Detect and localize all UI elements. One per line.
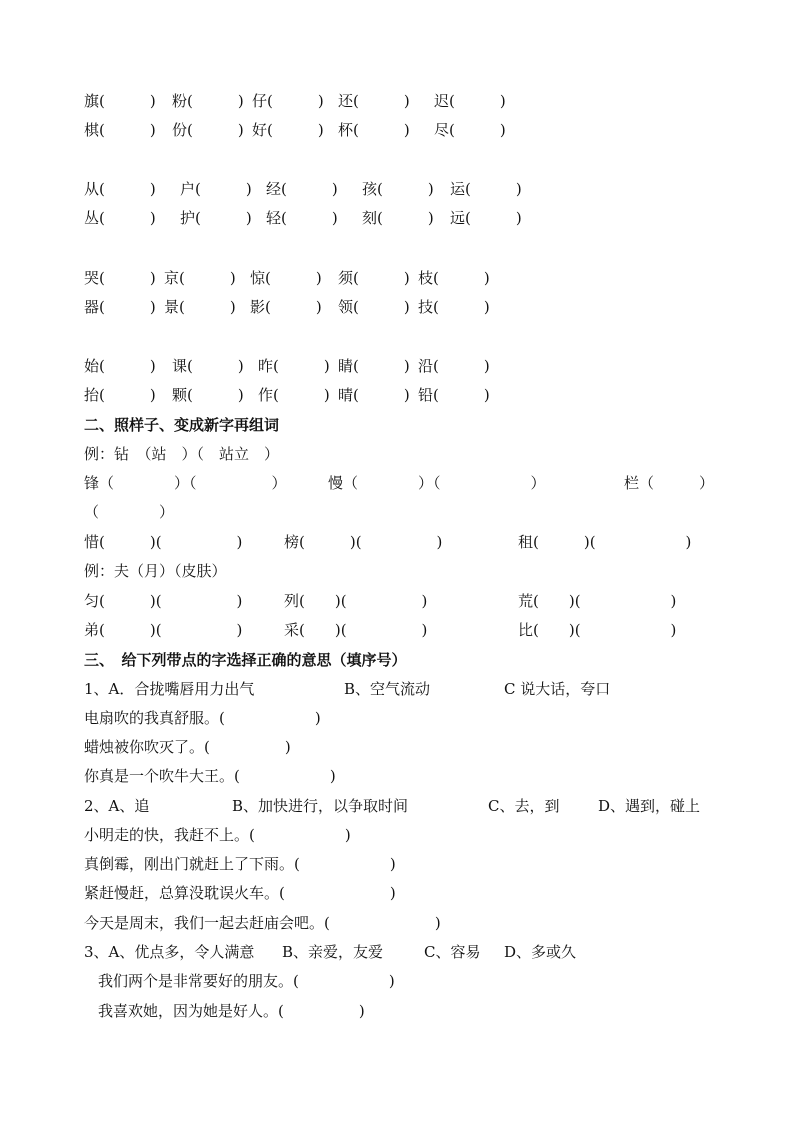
section-title: 二、照样子、变成新字再组词	[84, 416, 280, 434]
char-blank[interactable]: 尽( )	[434, 121, 506, 139]
char-blank[interactable]: 刻( )	[362, 209, 434, 227]
option-text: D、遇到，碰上	[598, 797, 701, 815]
char-blank[interactable]: 颗( )	[172, 386, 244, 404]
option-text: C 说大话，夸口	[504, 680, 611, 698]
sentence-blank[interactable]: 紧赶慢赶，总算没耽误火车。( )	[84, 884, 396, 902]
option-text: C、容易	[424, 943, 481, 961]
exercise-blank[interactable]: 慢（ ）（ ）	[328, 474, 546, 492]
char-blank[interactable]: 沿( )	[418, 357, 490, 375]
char-blank[interactable]: 领( )	[338, 298, 410, 316]
char-blank[interactable]: 京( )	[164, 269, 236, 287]
exercise-blank[interactable]: 比( )( )	[518, 621, 677, 639]
char-blank[interactable]: 哭( )	[84, 269, 156, 287]
option-text: 1、A．合拢嘴唇用力出气	[84, 680, 255, 698]
section-title: 三、 给下列带点的字选择正确的意思（填序号）	[84, 651, 407, 669]
char-blank[interactable]: 远( )	[450, 209, 522, 227]
exercise-blank[interactable]: 锋（ ）（ ）	[84, 474, 287, 492]
char-blank[interactable]: 孩( )	[362, 180, 434, 198]
char-blank[interactable]: 景( )	[164, 298, 236, 316]
sentence-blank[interactable]: 蜡烛被你吹灭了。( )	[84, 738, 291, 756]
exercise-blank[interactable]: 栏（ ）	[624, 474, 715, 492]
char-blank[interactable]: 枝( )	[418, 269, 490, 287]
char-blank[interactable]: 始( )	[84, 357, 156, 375]
char-blank[interactable]: 还( )	[338, 92, 410, 110]
option-text: 3、A、优点多，令人满意	[84, 943, 255, 961]
option-text: B、加快进行，以争取时间	[232, 797, 409, 815]
sentence-blank[interactable]: 你真是一个吹牛大王。( )	[84, 767, 336, 785]
option-text: B、亲爱，友爱	[282, 943, 384, 961]
example-line: 例：夫（月）（皮肤）	[84, 562, 227, 580]
char-blank[interactable]: 技( )	[418, 298, 490, 316]
char-blank[interactable]: 器( )	[84, 298, 156, 316]
char-blank[interactable]: 好( )	[252, 121, 324, 139]
char-blank[interactable]: 作( )	[258, 386, 330, 404]
option-text: D、多或久	[504, 943, 577, 961]
char-blank[interactable]: 份( )	[172, 121, 244, 139]
char-blank[interactable]: 户( )	[180, 180, 252, 198]
char-blank[interactable]: 轻( )	[266, 209, 338, 227]
char-blank[interactable]: 惊( )	[250, 269, 322, 287]
char-blank[interactable]: 课( )	[172, 357, 244, 375]
sentence-blank[interactable]: 我喜欢她，因为她是好人。( )	[98, 1002, 365, 1020]
char-blank[interactable]: 睛( )	[338, 357, 410, 375]
sentence-blank[interactable]: 电扇吹的我真舒服。( )	[84, 709, 321, 727]
exercise-blank[interactable]: 采( )( )	[284, 621, 428, 639]
char-blank[interactable]: 棋( )	[84, 121, 156, 139]
exercise-blank[interactable]: 匀( )( )	[84, 592, 243, 610]
char-blank[interactable]: 晴( )	[338, 386, 410, 404]
char-blank[interactable]: 影( )	[250, 298, 322, 316]
option-text: C、去，到	[488, 797, 560, 815]
sentence-blank[interactable]: 今天是周末，我们一起去赶庙会吧。( )	[84, 914, 441, 932]
option-text: 2、A、追	[84, 797, 150, 815]
char-blank[interactable]: 运( )	[450, 180, 522, 198]
char-blank[interactable]: 迟( )	[434, 92, 506, 110]
char-blank[interactable]: 杯( )	[338, 121, 410, 139]
exercise-wrap[interactable]: （ ）	[84, 503, 175, 521]
char-blank[interactable]: 从( )	[84, 180, 156, 198]
example-line: 例：钻 （站 ）（ 站立 ）	[84, 445, 280, 463]
char-blank[interactable]: 经( )	[266, 180, 338, 198]
exercise-blank[interactable]: 列( )( )	[284, 592, 428, 610]
sentence-blank[interactable]: 小明走的快，我赶不上。( )	[84, 826, 351, 844]
exercise-blank[interactable]: 租( )( )	[518, 533, 692, 551]
char-blank[interactable]: 护( )	[180, 209, 252, 227]
char-blank[interactable]: 仔( )	[252, 92, 324, 110]
char-blank[interactable]: 旗( )	[84, 92, 156, 110]
sentence-blank[interactable]: 真倒霉，刚出门就赶上了下雨。( )	[84, 855, 396, 873]
option-text: B、空气流动	[344, 680, 431, 698]
char-blank[interactable]: 须( )	[338, 269, 410, 287]
char-blank[interactable]: 铅( )	[418, 386, 490, 404]
exercise-blank[interactable]: 惜( )( )	[84, 533, 243, 551]
char-blank[interactable]: 粉( )	[172, 92, 244, 110]
char-blank[interactable]: 抬( )	[84, 386, 156, 404]
sentence-blank[interactable]: 我们两个是非常要好的朋友。( )	[98, 972, 395, 990]
char-blank[interactable]: 丛( )	[84, 209, 156, 227]
char-blank[interactable]: 昨( )	[258, 357, 330, 375]
exercise-blank[interactable]: 弟( )( )	[84, 621, 243, 639]
exercise-blank[interactable]: 榜( )( )	[284, 533, 443, 551]
exercise-blank[interactable]: 荒( )( )	[518, 592, 677, 610]
